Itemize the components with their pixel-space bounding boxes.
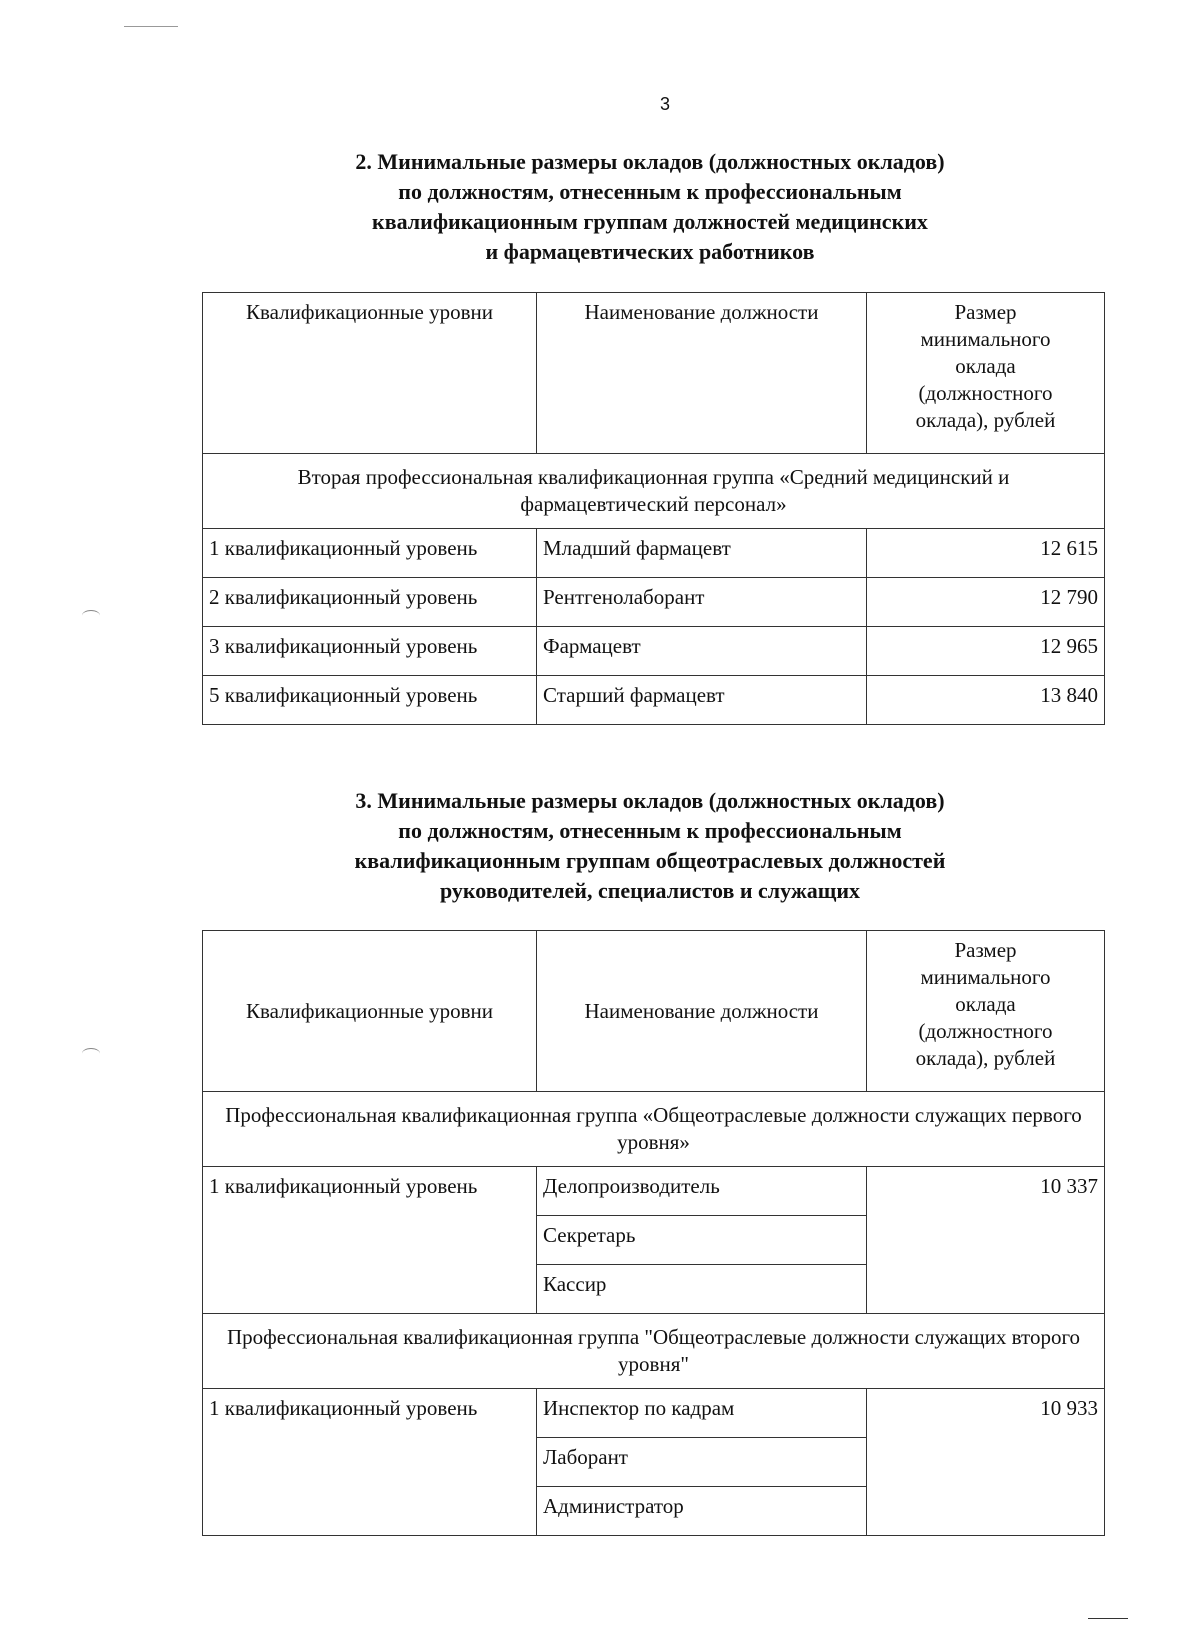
hole-punch-mark (82, 1048, 100, 1059)
scan-mark (124, 26, 178, 27)
hole-punch-mark (82, 610, 100, 621)
header-position: Наименование должности (537, 293, 867, 454)
salary-table-general (202, 930, 1105, 1536)
group-title: Профессиональная квалификационная группа «Общеотраслевые должности служащих первого уровня» (203, 1092, 1105, 1167)
cell-salary: 10 933 (867, 1389, 1105, 1536)
group-title: Вторая профессиональная квалификационная группа «Средний медицинский и фармацевтический персонал» (203, 454, 1105, 529)
cell-position: Администратор (537, 1487, 867, 1536)
salary-table-medical (202, 292, 1105, 725)
group-row (203, 454, 1105, 529)
title-line: квалификационным группам должностей медицинских (372, 209, 928, 234)
header-salary-line: оклада (955, 992, 1016, 1016)
title-line: 3. Минимальные размеры окладов (должностных окладов) (355, 788, 945, 813)
cell-level: 2 квалификационный уровень (203, 578, 537, 627)
cell-salary: 12 615 (867, 529, 1105, 578)
header-position: Наименование должности (537, 931, 867, 1092)
page-number: 3 (659, 94, 670, 114)
cell-position: Лаборант (537, 1438, 867, 1487)
group-row (203, 1092, 1105, 1167)
table-row (203, 1167, 1105, 1216)
table-row (203, 529, 1105, 578)
header-salary-line: оклада (955, 354, 1016, 378)
section-3-title (180, 786, 1120, 906)
header-salary-line: минимального (920, 327, 1051, 351)
table-header-row (203, 293, 1105, 454)
cell-salary: 12 965 (867, 627, 1105, 676)
table-row (203, 676, 1105, 725)
title-line: по должностям, отнесенным к профессиональным (398, 818, 902, 843)
title-line: по должностям, отнесенным к профессиональным (398, 179, 902, 204)
scan-mark (1088, 1618, 1128, 1619)
header-salary-line: Размер (954, 938, 1017, 962)
cell-salary: 10 337 (867, 1167, 1105, 1314)
cell-level: 3 квалификационный уровень (203, 627, 537, 676)
cell-position: Секретарь (537, 1216, 867, 1265)
cell-level: 1 квалификационный уровень (203, 1389, 537, 1536)
title-line: 2. Минимальные размеры окладов (должностных окладов) (355, 149, 945, 174)
group-row (203, 1314, 1105, 1389)
header-salary-line: оклада), рублей (915, 1046, 1056, 1070)
header-salary-line: оклада), рублей (915, 408, 1056, 432)
header-salary-line: Размер (954, 300, 1017, 324)
header-level: Квалификационные уровни (203, 293, 537, 454)
cell-position: Старший фармацевт (537, 676, 867, 725)
title-line: квалификационным группам общеотраслевых должностей (354, 848, 946, 873)
header-salary-line: минимального (920, 965, 1051, 989)
header-salary (867, 293, 1105, 454)
header-salary-line: (должностного (918, 381, 1053, 405)
cell-salary: 13 840 (867, 676, 1105, 725)
cell-position: Рентгенолаборант (537, 578, 867, 627)
cell-position: Инспектор по кадрам (537, 1389, 867, 1438)
cell-level: 5 квалификационный уровень (203, 676, 537, 725)
cell-level: 1 квалификационный уровень (203, 1167, 537, 1314)
cell-salary: 12 790 (867, 578, 1105, 627)
title-line: и фармацевтических работников (485, 239, 815, 264)
cell-position: Младший фармацевт (537, 529, 867, 578)
header-level: Квалификационные уровни (203, 931, 537, 1092)
header-salary (867, 931, 1105, 1092)
header-salary-line: (должностного (918, 1019, 1053, 1043)
cell-position: Фармацевт (537, 627, 867, 676)
table-row (203, 578, 1105, 627)
cell-position: Делопроизводитель (537, 1167, 867, 1216)
section-2-title (180, 147, 1120, 267)
group-title: Профессиональная квалификационная группа "Общеотраслевые должности служащих второго уровня" (203, 1314, 1105, 1389)
table-row (203, 1389, 1105, 1438)
table-row (203, 627, 1105, 676)
table-header-row (203, 931, 1105, 1092)
cell-level: 1 квалификационный уровень (203, 529, 537, 578)
title-line: руководителей, специалистов и служащих (439, 878, 861, 903)
cell-position: Кассир (537, 1265, 867, 1314)
